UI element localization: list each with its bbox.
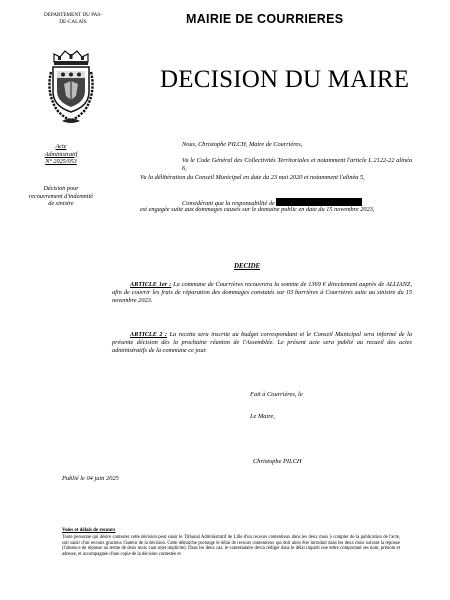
acte-objet: Décision pour recouvrement d'indemnité de sinistre xyxy=(29,185,93,208)
acte-number: N° 2025/053 xyxy=(45,158,77,166)
appeal-title: Voies et délais de recours xyxy=(62,528,116,533)
acte-reference xyxy=(26,143,96,166)
publication-date: Publié le 04 juin 2025 xyxy=(62,475,119,482)
article-1-text: La commune de Courrières recouvrera la somme de 1369 € directement auprès de ALLIANZ, afin de couvrir les frais de réparation des dommages constatés sur 03 barrières à Courrières suite au sinistre du 15 novembre 2023. xyxy=(112,281,413,305)
signature-role: Le Maire, xyxy=(250,413,275,420)
article-2-label: ARTICLE 2 : xyxy=(130,331,168,338)
article-2 xyxy=(112,331,412,356)
considerant-end-paragraph: est engagée suite aux dommages causés sur le domaine public en date du 15 novembre 2023, xyxy=(140,206,375,213)
acte-label: Acte xyxy=(55,143,67,150)
document-title: DECISION DU MAIRE xyxy=(160,66,410,93)
vu-deliberation-paragraph: Vu la délibération du Conseil Municipal en date du 23 mai 2020 et notamment l'alinéa 5, xyxy=(140,174,365,181)
article-1-label: ARTICLE 1er : xyxy=(130,281,172,288)
decide-heading: DECIDE xyxy=(234,263,261,270)
redaction-block xyxy=(276,198,362,206)
coat-of-arms-icon xyxy=(44,48,98,126)
appeal-text: Toute personne qui désire contester cette décision peut saisir le Tribunal Administratif de Lille d'un recours contentieux dans les deux mois à compter de la publication de l'acte, soit saisir d'un recours gracieux l'auteur de la décision. Cette démarche prolonge le délai de recours contentieux qui doit alors être introduit dans les deux mois suivant la réponse (l'absence de réponse au terme de deux mois vaut rejet implicite). Dans les deux cas, le contestataire devra rédiger dans le délai imparti une lettre comportant ses nom, prénom et adresse, et accompagnée d'une copie de la décision contestée et xyxy=(62,535,400,558)
acte-type: Administratif xyxy=(44,150,78,158)
considerant-start: Considérant que la responsabilité de xyxy=(182,200,275,207)
intro-paragraph: Nous, Christophe PILCH, Maire de Courrières, xyxy=(182,141,303,148)
department-label: DEPARTEMENT DU PAS-DE-CALAIS xyxy=(43,12,102,25)
mairie-heading: MAIRIE DE COURRIERES xyxy=(186,12,344,26)
vu-code-paragraph: Vu le Code Général des Collectivités Territoriales et notamment l'article L 2122-22 alinéa 6, xyxy=(182,157,412,173)
article-2-text: La recette sera inscrite au budget correspondant et le Conseil Municipal sera informé de la présente décision dès la prochaine réunion de l'Assemblée. Le présent acte sera publié au recueil des actes administratifs de la commune ce jour. xyxy=(112,331,412,355)
signature-place: Fait à Courrières, le xyxy=(250,391,303,398)
signature-name: Christophe PILCH xyxy=(253,458,302,465)
article-1 xyxy=(112,281,412,306)
